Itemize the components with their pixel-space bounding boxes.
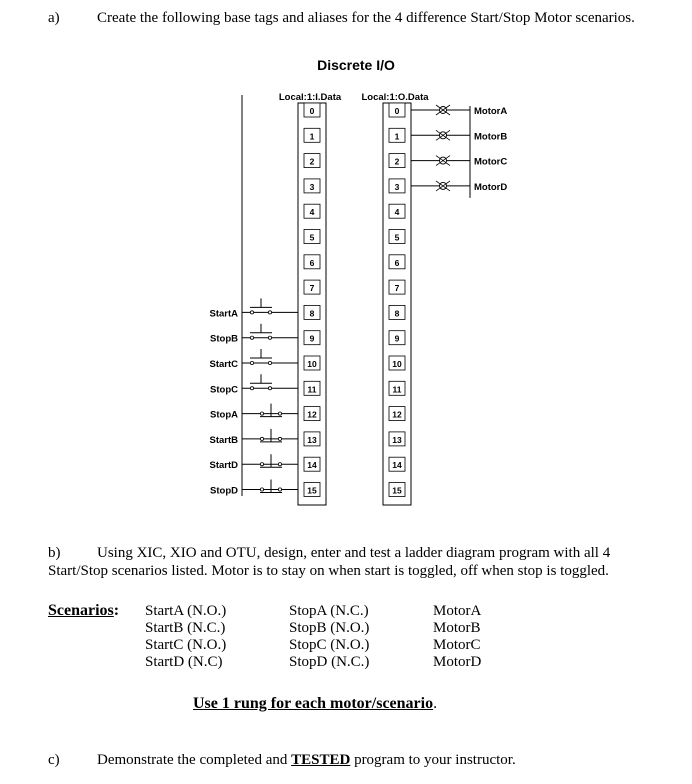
scenario-stops — [289, 603, 369, 671]
output-terminal-label: 4 — [394, 207, 400, 218]
input-tag-label: StopB — [210, 333, 238, 345]
pushbutton-contact — [268, 387, 271, 390]
output-terminal-label: 0 — [394, 106, 400, 116]
part-c-letter: c) — [48, 752, 60, 768]
output-terminal-label: 15 — [392, 485, 402, 496]
pushbutton-contact — [278, 412, 281, 415]
input-tag-label: StartC — [209, 359, 238, 370]
output-terminal-label: 11 — [392, 384, 402, 395]
input-terminal-label: 3 — [309, 181, 315, 192]
input-terminal-label: 11 — [307, 384, 317, 395]
output-tag-label: MotorD — [474, 181, 508, 193]
rung-note-wrap — [193, 695, 437, 713]
output-terminal-label: 2 — [394, 156, 400, 167]
pushbutton-contact — [250, 336, 253, 339]
input-terminal-label: 6 — [309, 257, 315, 268]
output-terminal-label: 13 — [392, 434, 402, 445]
input-tag-label: StopD — [210, 485, 238, 497]
pushbutton-contact — [260, 437, 263, 440]
output-terminals — [389, 103, 405, 497]
scenario-start-b: StartB (N.C.) — [145, 620, 226, 636]
output-module-label: Local:1:O.Data — [361, 92, 429, 103]
input-tag-label: StartD — [209, 460, 238, 472]
output-terminal-label: 14 — [392, 460, 402, 471]
part-b-line2: Start/Stop scenarios listed. Motor is to stay on when start is toggled, off when stop is toggled. — [48, 563, 609, 579]
input-terminal-label: 12 — [307, 409, 317, 420]
scenario-stop-d: StopD (N.C.) — [289, 654, 370, 670]
part-c-text-after: program to your instructor. — [350, 752, 516, 768]
output-terminal-label: 3 — [394, 181, 400, 192]
output-terminal-label: 10 — [392, 359, 402, 369]
pushbutton-contact — [278, 437, 281, 440]
output-tag-label: MotorA — [474, 106, 508, 117]
part-a-letter: a) — [48, 10, 60, 26]
pushbutton-contact — [250, 387, 253, 390]
input-tag-label: StopA — [210, 409, 238, 421]
input-terminal-label: 9 — [309, 333, 315, 344]
pushbutton-contact — [278, 488, 281, 491]
scenario-start-a: StartA (N.O.) — [145, 603, 227, 619]
input-terminal-label: 0 — [309, 106, 315, 116]
input-terminal-label: 13 — [307, 434, 317, 445]
scenarios-colon: : — [113, 602, 120, 619]
part-b-line1: Using XIC, XIO and OTU, design, enter and test a ladder diagram program with all 4 — [97, 545, 611, 561]
scenario-motors — [433, 603, 481, 671]
output-terminal-label: 9 — [394, 333, 400, 344]
pushbutton-contact — [250, 311, 253, 314]
input-terminal-label: 5 — [309, 232, 315, 243]
pushbutton-contact — [260, 412, 263, 415]
input-devices — [209, 298, 298, 496]
input-terminal-label: 14 — [307, 460, 317, 471]
rung-note-period: . — [433, 695, 438, 712]
scenario-motor-c: MotorC — [433, 637, 481, 653]
scenario-stop-a: StopA (N.C.) — [289, 603, 369, 619]
pushbutton-contact — [278, 463, 281, 466]
pushbutton-contact — [268, 336, 271, 339]
input-tag-label: StartB — [209, 434, 238, 446]
scenarios-heading: Scenarios — [48, 602, 114, 619]
output-terminal-label: 8 — [394, 308, 400, 319]
input-terminal-label: 7 — [309, 283, 315, 294]
scenario-start-d: StartD (N.C) — [145, 654, 223, 670]
input-tag-label: StartA — [209, 308, 238, 320]
output-terminal-label: 7 — [394, 283, 400, 294]
output-terminal-label: 5 — [394, 232, 400, 243]
scenario-motor-a: MotorA — [433, 603, 482, 619]
pushbutton-contact — [260, 463, 263, 466]
output-terminal-label: 12 — [392, 409, 402, 420]
input-terminal-label: 15 — [307, 485, 317, 496]
scenarios-heading-wrap — [48, 602, 119, 620]
output-tag-label: MotorB — [474, 131, 508, 143]
input-tag-label: StopC — [210, 384, 238, 396]
output-devices — [411, 105, 507, 198]
pushbutton-contact — [268, 361, 271, 364]
pushbutton-contact — [250, 361, 253, 364]
part-c-text-before: Demonstrate the completed and — [97, 752, 292, 768]
input-terminal-label: 10 — [307, 359, 317, 369]
rung-note: Use 1 rung for each motor/scenario — [193, 695, 434, 712]
scenario-stop-b: StopB (N.O.) — [289, 620, 370, 636]
part-c-emphasis: TESTED — [291, 752, 351, 768]
scenario-stop-c: StopC (N.O.) — [289, 637, 370, 653]
part-c-text — [97, 752, 516, 769]
pushbutton-contact — [268, 311, 271, 314]
diagram-title: Discrete I/O — [317, 57, 395, 73]
scenario-start-c: StartC (N.O.) — [145, 637, 227, 653]
output-terminal-label: 1 — [394, 131, 400, 142]
input-terminal-label: 1 — [309, 131, 315, 142]
pushbutton-contact — [260, 488, 263, 491]
scenario-motor-b: MotorB — [433, 620, 481, 636]
input-module-label: Local:1:I.Data — [278, 92, 342, 103]
scenario-starts — [145, 603, 226, 671]
part-b-letter: b) — [48, 545, 61, 561]
input-terminal-label: 4 — [309, 207, 315, 218]
input-terminals — [304, 103, 320, 497]
output-terminal-label: 6 — [394, 257, 400, 268]
scenario-motor-d: MotorD — [433, 654, 482, 670]
output-tag-label: MotorC — [474, 156, 508, 168]
input-terminal-label: 2 — [309, 156, 315, 167]
part-a-instruction: Create the following base tags and aliases for the 4 difference Start/Stop Motor scenarios. — [97, 10, 635, 26]
input-terminal-label: 8 — [309, 308, 315, 319]
